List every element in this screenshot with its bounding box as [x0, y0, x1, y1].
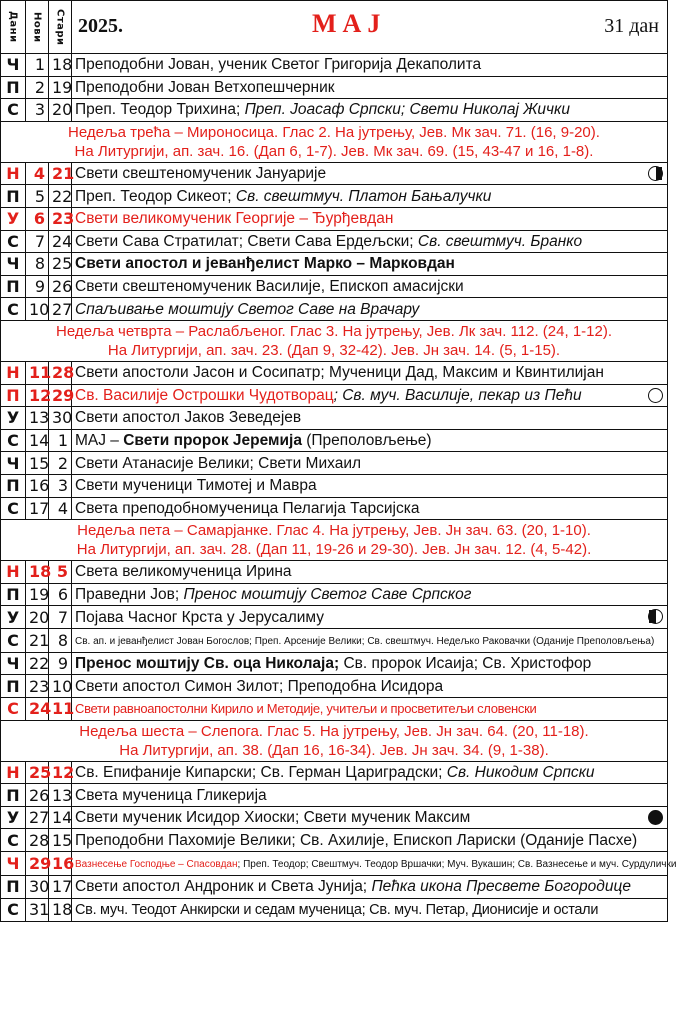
feast-text: [72, 497, 668, 520]
old-date: 29: [49, 384, 72, 407]
weekday: П: [1, 384, 26, 407]
weekday: Н: [1, 561, 26, 584]
feast-text: [72, 675, 668, 698]
feast-text: [72, 898, 668, 921]
weekday: Н: [1, 162, 26, 185]
feast-segment: Свети великомученик Георгије – Ђурђевдан: [75, 210, 394, 228]
old-date: 7: [49, 606, 72, 629]
feast-text: [72, 698, 668, 721]
weekday: С: [1, 829, 26, 852]
day-row: [1, 207, 668, 230]
day-row: [1, 54, 668, 77]
new-date: 27: [26, 806, 49, 829]
feast-segment: Св. Епифаније Кипарски; Св. Герман Цариградски;: [75, 763, 447, 781]
day-row: [1, 761, 668, 784]
weekday: У: [1, 207, 26, 230]
old-date: 1: [49, 429, 72, 452]
feast-segment: Пренос моштију Светог Саве Српског: [183, 585, 472, 603]
old-date: 30: [49, 407, 72, 430]
feast-text: [72, 298, 668, 321]
feast-text: [72, 452, 668, 475]
day-row: [1, 652, 668, 675]
feast-text: [72, 99, 668, 122]
day-row: [1, 606, 668, 629]
sunday-reading-row: [1, 320, 668, 361]
feast-segment: Праведни Јов;: [75, 585, 184, 603]
weekday: Ч: [1, 253, 26, 276]
new-date: 7: [26, 230, 49, 253]
weekday: П: [1, 76, 26, 99]
sunday-reading: [1, 520, 668, 561]
new-date: 23: [26, 675, 49, 698]
weekday: У: [1, 407, 26, 430]
feast-segment: Св. свештмуч. Платон Бањалучки: [235, 187, 492, 205]
old-date: 14: [49, 806, 72, 829]
new-date: 16: [26, 474, 49, 497]
sunday-reading-row: [1, 720, 668, 761]
old-date: 20: [49, 99, 72, 122]
moon-phase-icon: [648, 388, 663, 403]
feast-segment: Свети апостол и јеванђелист Марко – Марковдан: [75, 255, 455, 273]
sunday-reading: [1, 320, 668, 361]
day-row: [1, 429, 668, 452]
feast-text: [72, 185, 668, 208]
feast-segment: Св. Василије Острошки Чудотворац: [75, 386, 334, 404]
feast-segment: Преподобни Јован, ученик Светог Григорија Декаполита: [75, 56, 482, 74]
new-date: 19: [26, 583, 49, 606]
old-date: 12: [49, 761, 72, 784]
feast-text: [72, 761, 668, 784]
feast-segment: Вазнесење Господње – Спасовдан: [75, 859, 238, 871]
feast-segment: ; Св. муч. Василије, пекар из Пећи: [333, 386, 582, 404]
header-title-cell: [72, 1, 668, 54]
feast-segment: ; Преп. Теодор; Свештмуч. Теодор Вршачки; Муч. Вукашин; Св. Вазнесење и муч. Сурдулички: [237, 859, 676, 871]
sunday-reading: [1, 121, 668, 162]
day-row: [1, 806, 668, 829]
old-date: 26: [49, 275, 72, 298]
col-new-label: Нови: [26, 1, 49, 54]
weekday: С: [1, 497, 26, 520]
feast-text: [72, 652, 668, 675]
feast-text: [72, 429, 668, 452]
day-row: [1, 76, 668, 99]
day-row: [1, 298, 668, 321]
sunday-reading-line1: Недеља трећа – Мироносица. Глас 2. На јутрењу, Јев. Мк зач. 71. (16, 9-20).: [68, 123, 600, 141]
feast-segment: Св. пророк Исаија; Св. Христофор: [339, 655, 592, 673]
feast-segment: Преподобни Јован Ветхопешчерник: [75, 78, 335, 96]
weekday: П: [1, 675, 26, 698]
feast-segment: Свети мученик Исидор Хиоски; Свети мученик Максим: [75, 809, 471, 827]
feast-text: [72, 829, 668, 852]
feast-segment: Свети апостол Андроник и Света Јунија;: [75, 878, 372, 896]
feast-segment: Света преподобномученица Пелагија Тарсијска: [75, 499, 420, 517]
new-date: 5: [26, 185, 49, 208]
feast-segment: Свети Сава Стратилат; Свети Сава Ердељски;: [75, 232, 418, 250]
new-date: 3: [26, 99, 49, 122]
feast-segment: Преп. Теодор Трихина;: [75, 101, 245, 119]
old-date: 10: [49, 675, 72, 698]
old-date: 16: [49, 852, 72, 876]
header-row: [1, 1, 668, 54]
feast-segment: Свети апостоли Јасон и Сосипатр; Мученици Дад, Максим и Квинтилијан: [75, 364, 604, 382]
feast-segment: Св. ап. и јеванђелист Јован Богослов; Преп. Арсеније Велики; Св. свештмуч. Недељко Раковачки (Оданије Преполовљења): [75, 635, 655, 647]
month-title: МАЈ: [312, 9, 387, 38]
sunday-reading-row: [1, 121, 668, 162]
old-date: 3: [49, 474, 72, 497]
day-row: [1, 829, 668, 852]
new-date: 31: [26, 898, 49, 921]
weekday: П: [1, 583, 26, 606]
sunday-reading: [1, 720, 668, 761]
new-date: 24: [26, 698, 49, 721]
moon-phase-icon: [648, 166, 663, 181]
feast-text: [72, 76, 668, 99]
year: 2025.: [78, 15, 123, 37]
day-row: [1, 698, 668, 721]
day-row: [1, 407, 668, 430]
col-old-label: Стари: [49, 1, 72, 54]
feast-text: [72, 561, 668, 584]
new-date: 9: [26, 275, 49, 298]
weekday: У: [1, 806, 26, 829]
sunday-reading-line2: На Литургији, ап. зач. 28. (Дап 11, 19-26 и 29-30). Јев. Јн зач. 12. (4, 5-42).: [76, 541, 592, 559]
weekday: Ч: [1, 852, 26, 876]
new-date: 8: [26, 253, 49, 276]
new-date: 4: [26, 162, 49, 185]
new-date: 18: [26, 561, 49, 584]
new-date: 17: [26, 497, 49, 520]
feast-text: [72, 207, 668, 230]
day-row: [1, 497, 668, 520]
sunday-reading-row: [1, 520, 668, 561]
weekday: С: [1, 698, 26, 721]
weekday: Ч: [1, 452, 26, 475]
day-row: [1, 185, 668, 208]
old-date: 28: [49, 361, 72, 384]
weekday: Ч: [1, 652, 26, 675]
feast-segment: Свети пророк Јеремија: [123, 432, 302, 450]
day-row: [1, 253, 668, 276]
weekday: П: [1, 876, 26, 899]
weekday: С: [1, 898, 26, 921]
old-date: 4: [49, 497, 72, 520]
feast-segment: Пренос моштију Св. оца Николаја;: [75, 655, 340, 673]
weekday: П: [1, 185, 26, 208]
feast-text: [72, 876, 668, 899]
sunday-reading-line1: Недеља шеста – Слепога. Глас 5. На јутрењу, Јев. Јн зач. 64. (20, 11-18).: [79, 722, 589, 740]
feast-segment: Појава Часног Крста у Јерусалиму: [75, 608, 325, 626]
feast-text: [72, 230, 668, 253]
feast-text: [72, 275, 668, 298]
sunday-reading-line2: На Литургији, ап. зач. 23. (Дап 9, 32-42). Јев. Јн зач. 14. (5, 1-15).: [107, 341, 561, 359]
feast-segment: Спаљивање моштију Светог Саве на Врачару: [75, 300, 420, 318]
day-row: [1, 583, 668, 606]
feast-text: [72, 361, 668, 384]
old-date: 13: [49, 784, 72, 807]
day-row: [1, 162, 668, 185]
feast-segment: Свети апостол Симон Зилот; Преподобна Исидора: [75, 677, 444, 695]
moon-phase-icon: [648, 609, 663, 624]
weekday: Н: [1, 761, 26, 784]
feast-segment: Преподобни Пахомије Велики; Св. Ахилије, Епископ Лариски (Оданије Пасхе): [75, 831, 638, 849]
old-date: 24: [49, 230, 72, 253]
day-row: [1, 452, 668, 475]
feast-segment: Св. Никодим Српски: [446, 763, 595, 781]
feast-segment: МАЈ –: [75, 432, 124, 450]
day-row: [1, 230, 668, 253]
old-date: 15: [49, 829, 72, 852]
new-date: 2: [26, 76, 49, 99]
day-row: [1, 275, 668, 298]
feast-segment: Преп. Теодор Сикеот;: [75, 187, 236, 205]
new-date: 30: [26, 876, 49, 899]
weekday: Ч: [1, 54, 26, 77]
new-date: 22: [26, 652, 49, 675]
weekday: С: [1, 429, 26, 452]
new-date: 29: [26, 852, 49, 876]
sunday-reading-line2: На Литургији, ап. зач. 16. (Дап 6, 1-7). Јев. Мк зач. 69. (15, 43-47 и 16, 1-8).: [74, 142, 594, 160]
old-date: 8: [49, 628, 72, 652]
new-date: 10: [26, 298, 49, 321]
old-date: 19: [49, 76, 72, 99]
new-date: 26: [26, 784, 49, 807]
feast-segment: Св. муч. Теодот Анкирски и седам мученица; Св. муч. Петар, Дионисије и остали: [75, 901, 599, 918]
day-row: [1, 99, 668, 122]
day-row: [1, 628, 668, 652]
sunday-reading-line1: Недеља пета – Самарјанке. Глас 4. На јутрењу, Јев. Јн зач. 63. (20, 1-10).: [77, 522, 591, 540]
old-date: 6: [49, 583, 72, 606]
old-date: 11: [49, 698, 72, 721]
old-date: 23: [49, 207, 72, 230]
feast-segment: (Преполовљење): [301, 432, 432, 450]
feast-segment: Свети Атанасије Велики; Свети Михаил: [75, 454, 362, 472]
day-row: [1, 852, 668, 876]
feast-segment: Преп. Јоасаф Српски; Свети Николај Жички: [244, 101, 570, 119]
new-date: 28: [26, 829, 49, 852]
feast-text: [72, 162, 668, 185]
new-date: 14: [26, 429, 49, 452]
weekday: П: [1, 474, 26, 497]
feast-segment: Свети свештеномученик Василије, Епископ амасијски: [75, 278, 464, 296]
old-date: 25: [49, 253, 72, 276]
day-row: [1, 361, 668, 384]
old-date: 21: [49, 162, 72, 185]
new-date: 6: [26, 207, 49, 230]
feast-segment: Свети апостол Јаков Зеведејев: [75, 409, 302, 427]
new-date: 11: [26, 361, 49, 384]
feast-segment: Свети мученици Тимотеј и Мавра: [75, 477, 317, 495]
old-date: 18: [49, 54, 72, 77]
day-row: [1, 474, 668, 497]
feast-segment: Света мученица Гликерија: [75, 786, 267, 804]
day-row: [1, 898, 668, 921]
weekday: У: [1, 606, 26, 629]
day-row: [1, 675, 668, 698]
new-date: 13: [26, 407, 49, 430]
feast-segment: Св. свештмуч. Бранко: [417, 232, 583, 250]
old-date: 18: [49, 898, 72, 921]
sunday-reading-line2: На Литургији, ап. 38. (Дап 16, 16-34). Јев. Јн зач. 34. (9, 1-38).: [119, 741, 549, 759]
old-date: 2: [49, 452, 72, 475]
feast-text: [72, 384, 668, 407]
feast-segment: Света великомученица Ирина: [75, 563, 292, 581]
feast-text: [72, 628, 668, 652]
feast-text: [72, 583, 668, 606]
weekday: С: [1, 298, 26, 321]
new-date: 12: [26, 384, 49, 407]
weekday: П: [1, 784, 26, 807]
feast-text: [72, 407, 668, 430]
feast-segment: Свети свештеномученик Јануарије: [75, 165, 327, 183]
feast-text: [72, 253, 668, 276]
new-date: 15: [26, 452, 49, 475]
new-date: 20: [26, 606, 49, 629]
old-date: 5: [49, 561, 72, 584]
sunday-reading-line1: Недеља четврта – Раслабљеног. Глас 3. На јутрењу, Јев. Лк зач. 112. (24, 1-12).: [55, 322, 613, 340]
feast-text: [72, 606, 668, 629]
old-date: 17: [49, 876, 72, 899]
old-date: 9: [49, 652, 72, 675]
feast-text: [72, 784, 668, 807]
weekday: С: [1, 628, 26, 652]
feast-segment: Свети равноапостолни Кирило и Методије, учитељи и просветитељи словенски: [75, 701, 537, 717]
old-date: 27: [49, 298, 72, 321]
feast-text: [72, 54, 668, 77]
weekday: С: [1, 230, 26, 253]
weekday: П: [1, 275, 26, 298]
new-date: 21: [26, 628, 49, 652]
day-row: [1, 784, 668, 807]
feast-text: [72, 806, 668, 829]
old-date: 22: [49, 185, 72, 208]
weekday: Н: [1, 361, 26, 384]
days-count: 31 дан: [604, 15, 659, 37]
day-row: [1, 384, 668, 407]
new-date: 1: [26, 54, 49, 77]
feast-segment: Пећка икона Пресвете Богородице: [371, 878, 631, 896]
new-date: 25: [26, 761, 49, 784]
feast-text: [72, 852, 676, 876]
day-row: [1, 561, 668, 584]
weekday: С: [1, 99, 26, 122]
col-days-label: Дани: [1, 1, 26, 54]
moon-phase-icon: [648, 810, 663, 825]
feast-text: [72, 474, 668, 497]
day-row: [1, 876, 668, 899]
